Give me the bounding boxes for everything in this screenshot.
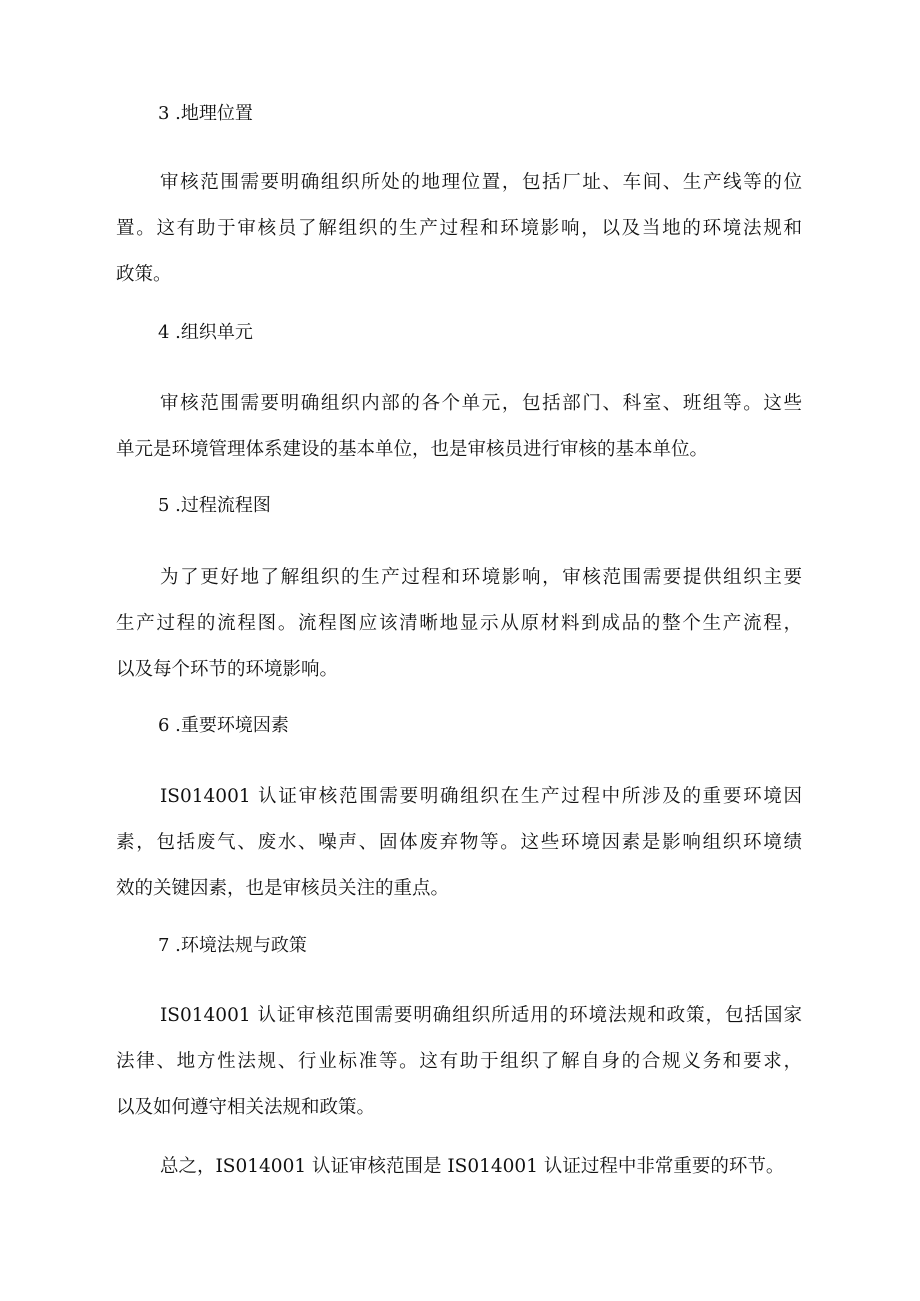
paragraph-line: 法律、地方性法规、行业标准等。这有助于组织了解自身的合规义务和要求， — [116, 1051, 802, 1072]
paragraph-line: 审核范围需要明确组织内部的各个单元，包括部门、科室、班组等。这些 — [160, 393, 802, 414]
conclusion-line: 总之，IS014001 认证审核范围是 IS014001 认证过程中非常重要的环节。 — [160, 1156, 785, 1177]
paragraph-line: 单元是环境管理体系建设的基本单位，也是审核员进行审核的基本单位。 — [116, 439, 709, 460]
paragraph-line: 以及每个环节的环境影响。 — [116, 659, 339, 680]
section-heading-3: 3 .地理位置 — [158, 103, 253, 124]
section-paragraph-6 — [116, 774, 802, 912]
section-paragraph-3 — [116, 160, 802, 298]
paragraph-line: 置。这有助于审核员了解组织的生产过程和环境影响，以及当地的环境法规和 — [116, 218, 802, 239]
section-paragraph-7 — [116, 993, 802, 1131]
paragraph-line: IS014001 认证审核范围需要明确组织所适用的环境法规和政策，包括国家 — [160, 1005, 802, 1026]
paragraph-line: 政策。 — [116, 264, 172, 285]
section-heading-4: 4 .组织单元 — [158, 322, 253, 343]
paragraph-line: 审核范围需要明确组织所处的地理位置，包括厂址、车间、生产线等的位 — [160, 172, 802, 193]
section-heading-5: 5 .过程流程图 — [158, 495, 271, 516]
conclusion-paragraph — [116, 1144, 802, 1190]
paragraph-line: 生产过程的流程图。流程图应该清晰地显示从原材料到成品的整个生产流程， — [116, 613, 802, 634]
paragraph-line: 为了更好地了解组织的生产过程和环境影响，审核范围需要提供组织主要 — [160, 567, 802, 588]
paragraph-line: IS014001 认证审核范围需要明确组织在生产过程中所涉及的重要环境因 — [160, 786, 802, 807]
section-paragraph-5 — [116, 555, 802, 693]
paragraph-line: 以及如何遵守相关法规和政策。 — [116, 1097, 376, 1118]
paragraph-line: 素，包括废气、废水、噪声、固体废弃物等。这些环境因素是影响组织环境绩 — [116, 832, 802, 853]
section-heading-6: 6 .重要环境因素 — [158, 715, 289, 736]
section-paragraph-4 — [116, 381, 802, 473]
paragraph-line: 效的关键因素，也是审核员关注的重点。 — [116, 878, 450, 899]
section-heading-7: 7 .环境法规与政策 — [158, 935, 307, 956]
